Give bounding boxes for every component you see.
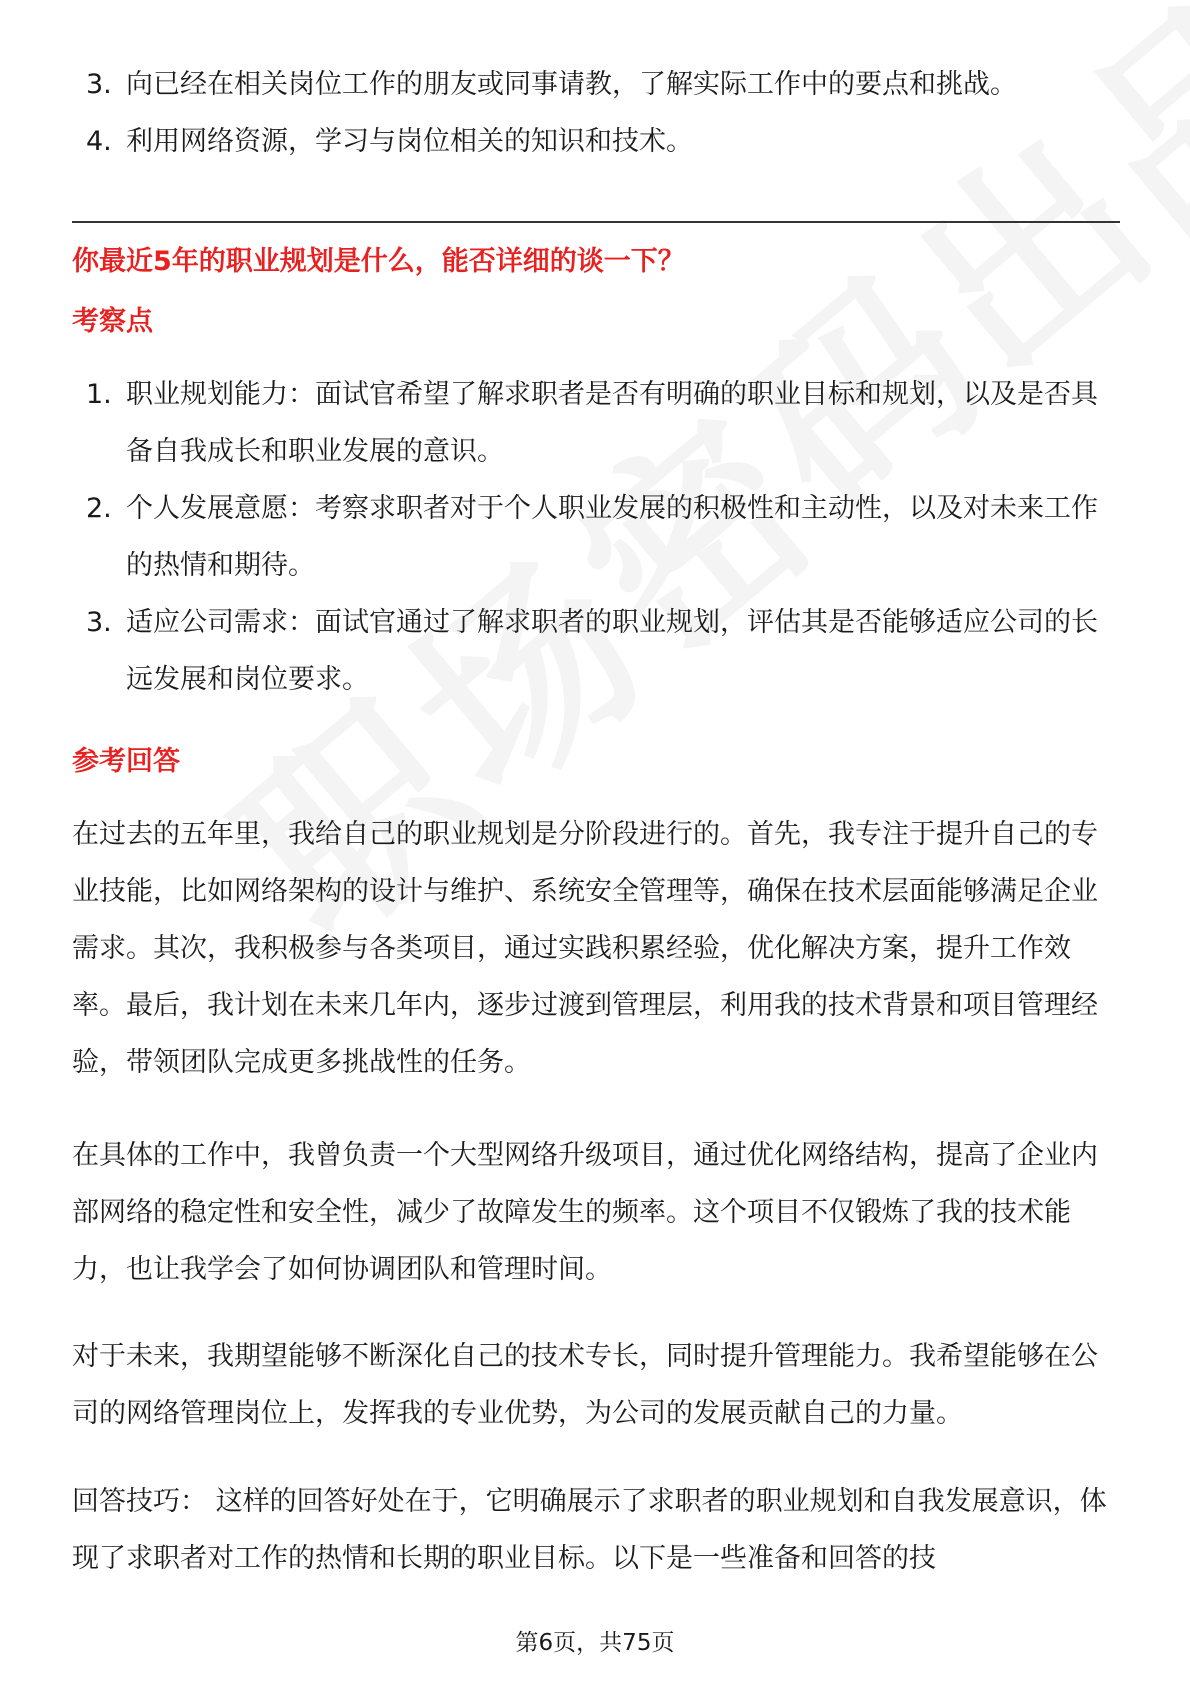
answer-paragraph: 在过去的五年里，我给自己的职业规划是分阶段进行的。首先，我专注于提升自己的专业技能，比如网络架构的设计与维护、系统安全管理等，确保在技术层面能够满足企业需求。其次，我积极参与各类项目，通过实践积累经验，优化解决方案，提升工作效率。最后，我计划在未来几年内，逐步过渡到管理层，利用我的技术背景和项目管理经验，带领团队完成更多挑战性的任务。 bbox=[72, 819, 1098, 1078]
list-item-number: 4. bbox=[86, 126, 112, 157]
list-item-text: 适应公司需求：面试官通过了解求职者的职业规划，评估其是否能够适应公司的长远发展和岗位要求。 bbox=[126, 607, 1098, 695]
answer-heading: 参考回答 bbox=[72, 746, 180, 777]
top-tips-list bbox=[72, 56, 1122, 170]
points-heading: 考察点 bbox=[72, 306, 153, 337]
question-title: 你最近5年的职业规划是什么，能否详细的谈一下？ bbox=[72, 246, 685, 277]
list-item-number: 2. bbox=[86, 493, 112, 524]
list-item bbox=[72, 480, 1122, 594]
answer-tips-paragraph: 回答技巧： 这样的回答好处在于，它明确展示了求职者的职业规划和自我发展意识，体现了求职者对工作的热情和长期的职业目标。以下是一些准备和回答的技 bbox=[72, 1486, 1107, 1574]
page-footer: 第6页，共75页 bbox=[515, 1630, 675, 1656]
list-item bbox=[72, 113, 1122, 170]
list-item-number: 3. bbox=[86, 607, 112, 638]
list-item bbox=[72, 366, 1122, 480]
list-item-text: 个人发展意愿：考察求职者对于个人职业发展的积极性和主动性，以及对未来工作的热情和期待。 bbox=[126, 493, 1098, 581]
assessment-points-list bbox=[72, 366, 1122, 708]
list-item bbox=[72, 594, 1122, 708]
answer-paragraph: 对于未来，我期望能够不断深化自己的技术专长，同时提升管理能力。我希望能够在公司的网络管理岗位上，发挥我的专业优势，为公司的发展贡献自己的力量。 bbox=[72, 1341, 1098, 1429]
list-item bbox=[72, 56, 1122, 113]
list-item-text: 职业规划能力：面试官希望了解求职者是否有明确的职业目标和规划，以及是否具备自我成长和职业发展的意识。 bbox=[126, 379, 1098, 467]
list-item-number: 1. bbox=[86, 379, 112, 410]
list-item-text: 向已经在相关岗位工作的朋友或同事请教，了解实际工作中的要点和挑战。 bbox=[126, 69, 1017, 100]
list-item-text: 利用网络资源，学习与岗位相关的知识和技术。 bbox=[126, 126, 693, 157]
list-item-number: 3. bbox=[86, 69, 112, 100]
answer-paragraph: 在具体的工作中，我曾负责一个大型网络升级项目，通过优化网络结构，提高了企业内部网络的稳定性和安全性，减少了故障发生的频率。这个项目不仅锻炼了我的技术能力，也让我学会了如何协调团队和管理时间。 bbox=[72, 1140, 1098, 1285]
section-divider bbox=[72, 221, 1120, 223]
